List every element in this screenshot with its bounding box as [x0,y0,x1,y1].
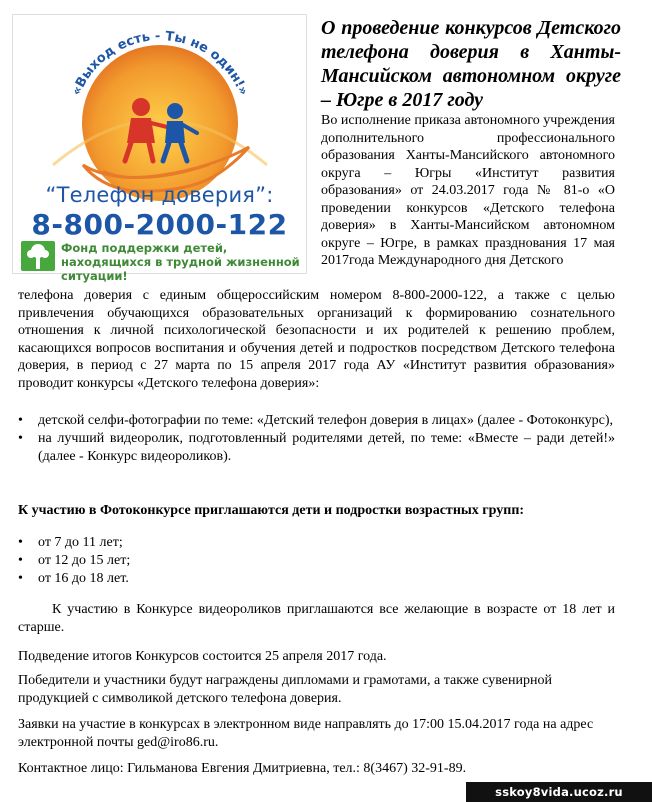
contest-list [18,412,615,466]
intro-paragraph-continued: телефона доверия с единым общероссийским номером 8-800-2000-122, а также с целью привлечения обучающихся образовательных организаций к формированию сознательного отношения к личной психологической безопасности и их родителей к решению проблем, касающихся вопросов воспитания и обучения детей и подростков посредством Детского телефона доверия, в период с 27 марта по 15 апреля 2017 года АУ «Институт развития образования» проводит конкурсы «Детского телефона доверия»: [18,288,615,391]
photo-contest-heading: К участию в Фотоконкурсе приглашаются дети и подростки возрастных групп: [18,503,525,518]
winners-paragraph: Победители и участники будут награждены дипломами и грамотами, а также сувенирной продукцией с символикой детского телефона доверия. [18,673,552,706]
fund-block [19,241,300,283]
fund-text: Фонд поддержки детей, находящихся в трудной жизненной ситуации! [61,241,300,283]
list-item: • от 7 до 11 лет; [18,534,318,552]
hotline-label: “Телефон доверия”: [45,183,274,207]
list-item: • детской селфи-фотографии по теме: «Детский телефон доверия в лицах» (далее - Фотоконкурс), [18,412,615,430]
hotline-number: 8-800-2000-122 [31,208,288,241]
page-title: О проведение конкурсов Детского телефона доверия в Ханты-Мансийском автономном округе – Югре в 2017 году [321,17,621,111]
list-item: • от 16 до 18 лет. [18,570,318,588]
fund-tree-logo-icon [21,241,55,271]
hotline-poster [12,14,307,283]
list-item: • на лучший видеоролик, подготовленный родителями детей, по теме: «Вместе – ради детей!» (далее - Конкурс видеороликов). [18,430,615,466]
age-group-list [18,534,318,588]
intro-paragraph-side: Во исполнение приказа автономного учреждения дополнительного профессионального образования Ханты-Мансийского автономного округа – Югры «Институт развития образования» от 24.03.2017 года № 81-о «О проведении конкурсов «Детского телефона доверия» в Ханты-Мансийском автономном округе – Югре, в рамках празднования 17 мая 2017года Международного дня Детского [321,113,615,268]
poster-slogan: «Выход есть - Ты не один!» [69,29,251,98]
list-item: • от 12 до 15 лет; [18,552,318,570]
video-contest-paragraph: К участию в Конкурсе видеороликов приглашаются все желающие в возрасте от 18 лет и старше. [18,602,615,635]
contact-paragraph: Контактное лицо: Гильманова Евгения Дмитриевна, тел.: 8(3467) 32-91-89. [18,761,467,776]
application-paragraph: Заявки на участие в конкурсах в электронном виде направлять до 17:00 15.04.2017 года на адрес электронной почты ged@iro86.ru. [18,717,594,750]
site-watermark: sskoy8vida.ucoz.ru [466,782,652,802]
results-paragraph: Подведение итогов Конкурсов состоится 25 апреля 2017 года. [18,649,387,664]
